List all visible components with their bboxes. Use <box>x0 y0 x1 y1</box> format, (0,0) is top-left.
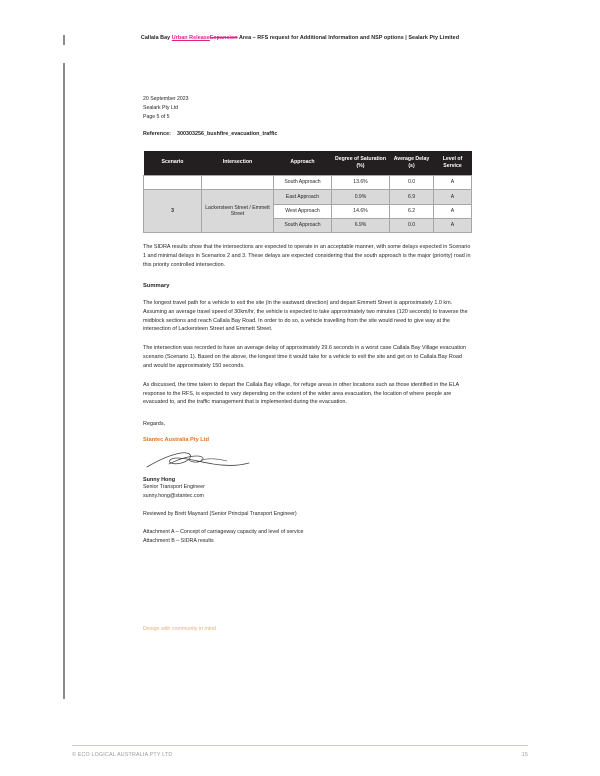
cell-approach: East Approach <box>274 190 332 204</box>
cell-saturation: 6.9% <box>332 219 390 233</box>
running-header <box>0 35 600 41</box>
cell-scenario: 3 <box>144 190 202 233</box>
meta-company: Sealark Pty Ltd <box>143 104 179 111</box>
col-intersection: Intersection <box>202 151 274 176</box>
table-header-row <box>144 151 472 176</box>
change-bar-body <box>63 63 65 699</box>
sidra-results-table <box>143 151 472 234</box>
reviewed-by: Reviewed by Brett Maynard (Senior Principal Transport Engineer) <box>143 511 297 518</box>
cell-saturation: 14.6% <box>332 204 390 218</box>
cell-saturation: 0.9% <box>332 190 390 204</box>
paragraph-summary-2: The intersection was recorded to have an average delay of approximately 29.6 seconds in a worst case Callala Bay Village evacuation scenario (Scenario 1). Based on the above, the longest time it would take for a vehicle to exit the site and get on to Callala Bay Road and would be approximately 150 seconds. <box>143 345 467 369</box>
cell-delay: 6.2 <box>390 204 434 218</box>
cell-los: A <box>434 204 472 218</box>
running-header-insertion: Urban Release <box>171 35 210 41</box>
col-los: Level of Service <box>434 151 472 176</box>
col-delay: Average Delay (s) <box>390 151 434 176</box>
cell-approach: West Approach <box>274 204 332 218</box>
meta-page: Page 5 of 5 <box>143 113 170 120</box>
meta-date: 20 September 2023 <box>143 96 189 102</box>
signer-email: sunny.hong@stantec.com <box>143 492 204 499</box>
cell-approach: South Approach <box>274 219 332 233</box>
cell-delay: 0.0 <box>390 219 434 233</box>
reference-line <box>143 131 471 137</box>
reference-label: Reference: <box>143 130 171 137</box>
col-approach: Approach <box>274 151 332 176</box>
col-saturation: Degree of Saturation (%) <box>332 151 390 176</box>
table-row <box>144 175 472 189</box>
table-row <box>144 190 472 204</box>
footer-copyright: © ECO LOGICAL AUSTRALIA PTY LTD <box>72 752 173 758</box>
footer-page-number: 15 <box>521 752 528 758</box>
cell-delay: 0.0 <box>390 175 434 189</box>
attachment-a: Attachment A – Concept of carriageway capacity and level of service <box>143 529 304 536</box>
running-header-after: Area – RFS request for Additional Information and NSP options | Sealark Pty Limited <box>237 35 460 41</box>
cell-approach: South Approach <box>274 175 332 189</box>
page-footer <box>72 752 528 758</box>
signer-title: Senior Transport Engineer <box>143 484 205 491</box>
running-header-before: Callala Bay <box>140 35 172 41</box>
cell-intersection: Lackersteen Street / Emmett Street <box>202 190 274 233</box>
document-content <box>143 95 471 545</box>
reference-value: 300303256_bushfire_evacuation_traffic <box>177 130 278 137</box>
paragraph-summary-3: As discussed, the time taken to depart the Callala Bay village, for refuge areas in other locations such as those identified in the ELA response to the RFS, is expected to vary depending on the extent of the wider area evacuation, the location of where people are evacuated to, and the traffic management that is implemented during the evacuation. <box>143 381 459 406</box>
paragraph-intro: The SIDRA results show that the intersections are expected to operate in an acceptable manner, with some delays expected in Scenario 1 and minimal delays in Scenarios 2 and 3. These delays are expected considering that the south approach is the major (priority) road in this priority controlled intersection. <box>143 244 471 269</box>
signer-name: Sunny Hong <box>143 477 176 484</box>
paragraph-summary-1: The longest travel path for a vehicle to exit the site (in the eastward direction) and depart Emmett Street is approximately 1.0 km. Assuming an average travel speed of 30km/hr, the vehicle is expected to take approximately two minutes (120 seconds) to traverse the midblock sections and reach Callala Bay Road. In order to do so, a vehicle travelling from the site would need to give way at the intersection of Lackersteen Street and Emmett Street. <box>143 299 468 333</box>
summary-heading: Summary <box>143 282 170 289</box>
cell-delay: 6.9 <box>390 190 434 204</box>
running-header-deletion: Expansion <box>209 35 238 41</box>
signature-image <box>143 448 263 474</box>
cell-los: A <box>434 175 472 189</box>
brand-tagline: Design with community in mind <box>143 626 217 632</box>
attachments-list <box>143 528 471 545</box>
cell-scenario-continued <box>144 175 202 189</box>
col-scenario: Scenario <box>144 151 202 176</box>
cell-los: A <box>434 190 472 204</box>
cell-los: A <box>434 219 472 233</box>
signoff-company: Stantec Australia Pty Ltd <box>143 437 209 444</box>
cell-saturation: 13.6% <box>332 175 390 189</box>
attachment-b: Attachment B – SIDRA results <box>143 537 214 544</box>
regards-line: Regards, <box>143 421 166 428</box>
footer-divider <box>72 745 528 746</box>
cell-intersection-continued <box>202 175 274 189</box>
document-meta <box>143 95 471 122</box>
